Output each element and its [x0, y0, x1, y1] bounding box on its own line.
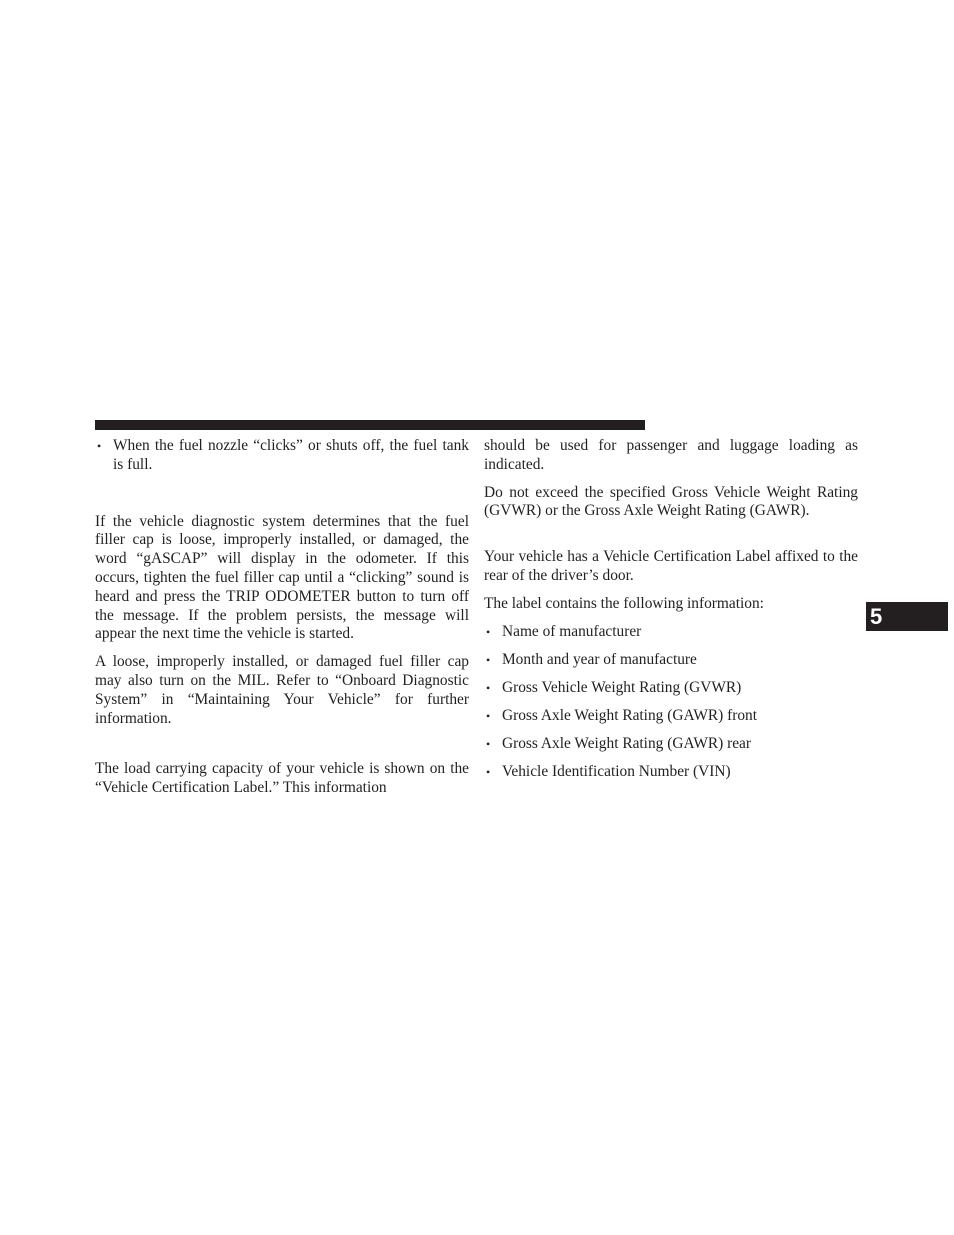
paragraph-gascap: If the vehicle diagnostic system determines that the fuel filler cap is loose, improperly installed, or damaged, the word “gASCAP” will display in the odometer. If this occurs, tighten the fuel filler cap until a “clicking” sound is heard and press the TRIP ODOMETER button to turn off the message. If the problem persists, the message will appear the next time the vehicle is started. [95, 512, 469, 643]
list-item: • Month and year of manufacture [484, 651, 858, 670]
paragraph-mil: A loose, improperly installed, or damaged fuel filler cap may also turn on the MIL. Refer to “Onboard Diagnostic System” in “Maintaining Your Vehicle” for further information. [95, 653, 469, 727]
list-item: • Name of manufacturer [484, 623, 858, 642]
paragraph-load-capacity: The load carrying capacity of your vehicle is shown on the “Vehicle Certification Label.” This information [95, 760, 469, 797]
paragraph-load-continued: should be used for passenger and luggage loading as indicated. [484, 437, 858, 473]
bullet-fuel-nozzle: • When the fuel nozzle “clicks” or shuts off, the fuel tank is full. [95, 437, 469, 475]
left-column [95, 437, 469, 798]
paragraph-label-location: Your vehicle has a Vehicle Certification Label affixed to the rear of the driver’s door. [484, 548, 858, 584]
paragraph-gvwr: Do not exceed the specified Gross Vehicle Weight Rating (GVWR) or the Gross Axle Weight Rating (GAWR). [484, 483, 858, 520]
chapter-tab: 5 [866, 602, 948, 631]
header-rule [95, 420, 645, 430]
paragraph-label-contains: The label contains the following information: [484, 594, 764, 612]
list-item: • Gross Vehicle Weight Rating (GVWR) [484, 679, 858, 698]
right-column [484, 437, 858, 781]
list-item: • Vehicle Identification Number (VIN) [484, 763, 858, 782]
label-info-list [484, 623, 858, 782]
list-item: • Gross Axle Weight Rating (GAWR) front [484, 707, 858, 726]
list-item: • Gross Axle Weight Rating (GAWR) rear [484, 735, 858, 754]
